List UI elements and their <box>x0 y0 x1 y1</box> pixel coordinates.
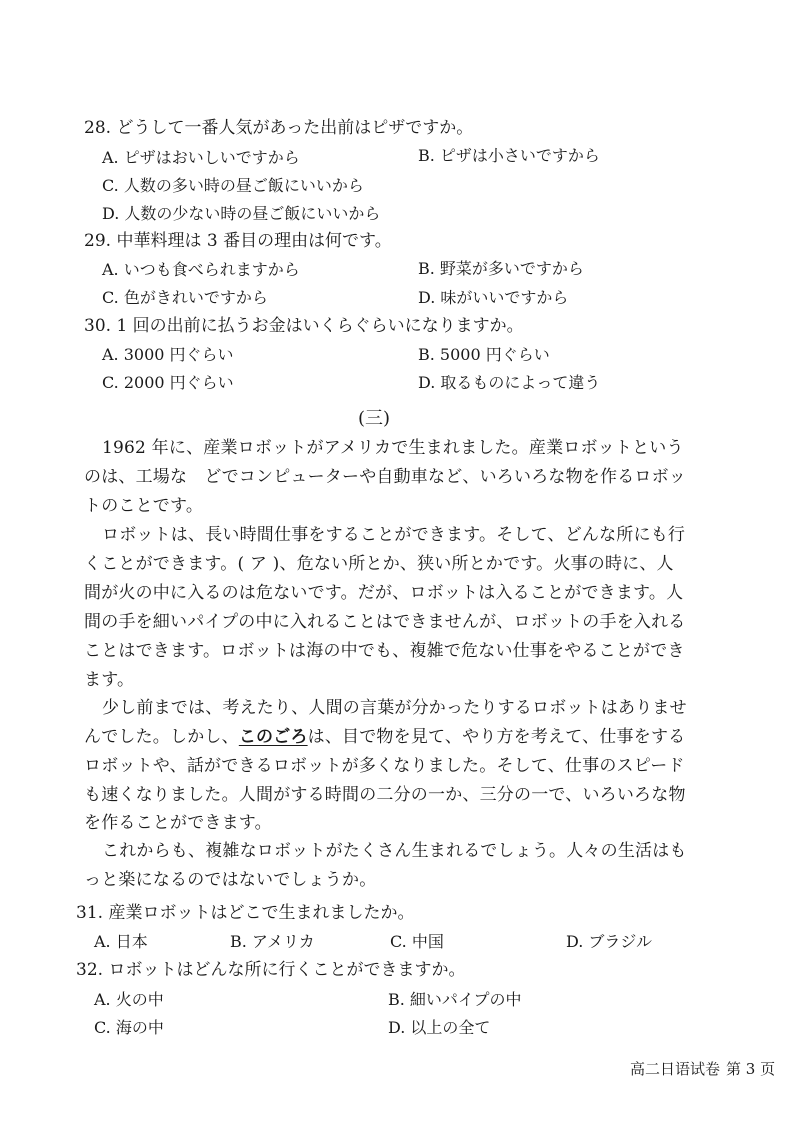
question-29-option-d: D. 味がいいですから <box>418 288 569 307</box>
passage-line-with-underline <box>84 729 685 746</box>
question-31-stem: 31. 産業ロボットはどこで生まれましたか。 <box>76 903 415 923</box>
passage-line: 間の手を細いパイプの中に入れることはできませんが、ロボットの手を入れる <box>84 612 686 632</box>
passage-line: ことはできます。ロボットは海の中でも、複雑で危ない仕事をやることができ <box>84 641 685 661</box>
question-31-option-d: D. ブラジル <box>566 932 653 951</box>
passage-line: 1962 年に、産業ロボットがアメリカで生まれました。産業ロボットという <box>102 438 684 458</box>
question-32-option-d: D. 以上の全て <box>388 1018 491 1037</box>
passage-text: は、目で物を見て、やり方を考えて、仕事をする <box>307 727 686 747</box>
passage-line: ロボットや、話ができるロボットが多くなりました。そして、仕事のスピード <box>84 756 685 776</box>
footer-page-label: 第 3 页 <box>726 1060 776 1078</box>
passage-line: のは、工場な どでコンピューターや自動車など、いろいろな物を作るロボッ <box>84 467 686 487</box>
passage-line: も速くなりました。人間がする時間の二分の一か、三分の一で、いろいろな物 <box>84 785 686 805</box>
question-32-stem: 32. ロボットはどんな所に行くことができますか。 <box>76 960 466 980</box>
question-28-stem: 28. どうして一番人気があった出前はピザですか。 <box>84 118 474 138</box>
section-title: (三) <box>358 408 391 429</box>
question-30-option-c: C. 2000 円ぐらい <box>102 373 234 392</box>
passage-text: んでした。しかし、 <box>84 727 239 747</box>
question-32-option-a: A. 火の中 <box>94 990 164 1009</box>
question-29-option-c: C. 色がきれいですから <box>102 288 268 307</box>
passage-line: 間が火の中に入るのは危ないです。だが、ロボットは入ることができます。人 <box>84 583 684 603</box>
question-29-option-a: A. いつも食べられますから <box>102 260 300 279</box>
question-32-option-b: B. 細いパイプの中 <box>388 990 522 1009</box>
question-32-option-c: C. 海の中 <box>94 1018 164 1037</box>
passage-line: トのことです。 <box>84 496 204 516</box>
question-28-option-b: B. ピザは小さいですから <box>418 146 600 165</box>
question-31-option-c: C. 中国 <box>390 932 444 951</box>
question-30-stem: 30. 1 回の出前に払うお金はいくらぐらいになりますか。 <box>84 316 524 336</box>
question-30-option-d: D. 取るものによって違う <box>418 373 601 392</box>
question-30-option-a: A. 3000 円ぐらい <box>102 345 234 364</box>
question-30-option-b: B. 5000 円ぐらい <box>418 345 550 364</box>
question-29-stem: 29. 中華料理は 3 番目の理由は何です。 <box>84 231 392 251</box>
passage-line: ます。 <box>84 670 135 690</box>
question-28-option-d: D. 人数の少ない時の昼ご飯にいいから <box>102 204 381 223</box>
question-28-option-a: A. ピザはおいしいですから <box>102 148 300 167</box>
question-31-option-b: B. アメリカ <box>230 932 315 951</box>
question-31-option-a: A. 日本 <box>94 932 148 951</box>
passage-line: ロボットは、長い時間仕事をすることができます。そして、どんな所にも行 <box>102 525 686 545</box>
footer-exam-name: 高二日语试卷 <box>630 1060 721 1078</box>
passage-line: っと楽になるのではないでしょうか。 <box>84 870 377 890</box>
underlined-phrase: このごろ <box>238 727 308 747</box>
question-28-option-c: C. 人数の多い時の昼ご飯にいいから <box>102 176 364 195</box>
question-29-option-b: B. 野菜が多いですから <box>418 259 584 278</box>
passage-line: 少し前までは、考えたり、人間の言葉が分かったりするロボットはありませ <box>102 698 687 718</box>
passage-line: これからも、複雑なロボットがたくさん生まれるでしょう。人々の生活はも <box>102 841 687 861</box>
passage-line: を作ることができます。 <box>84 813 272 833</box>
passage-line: くことができます。( ア )、危ない所とか、狭い所とかです。火事の時に、人 <box>84 554 674 574</box>
